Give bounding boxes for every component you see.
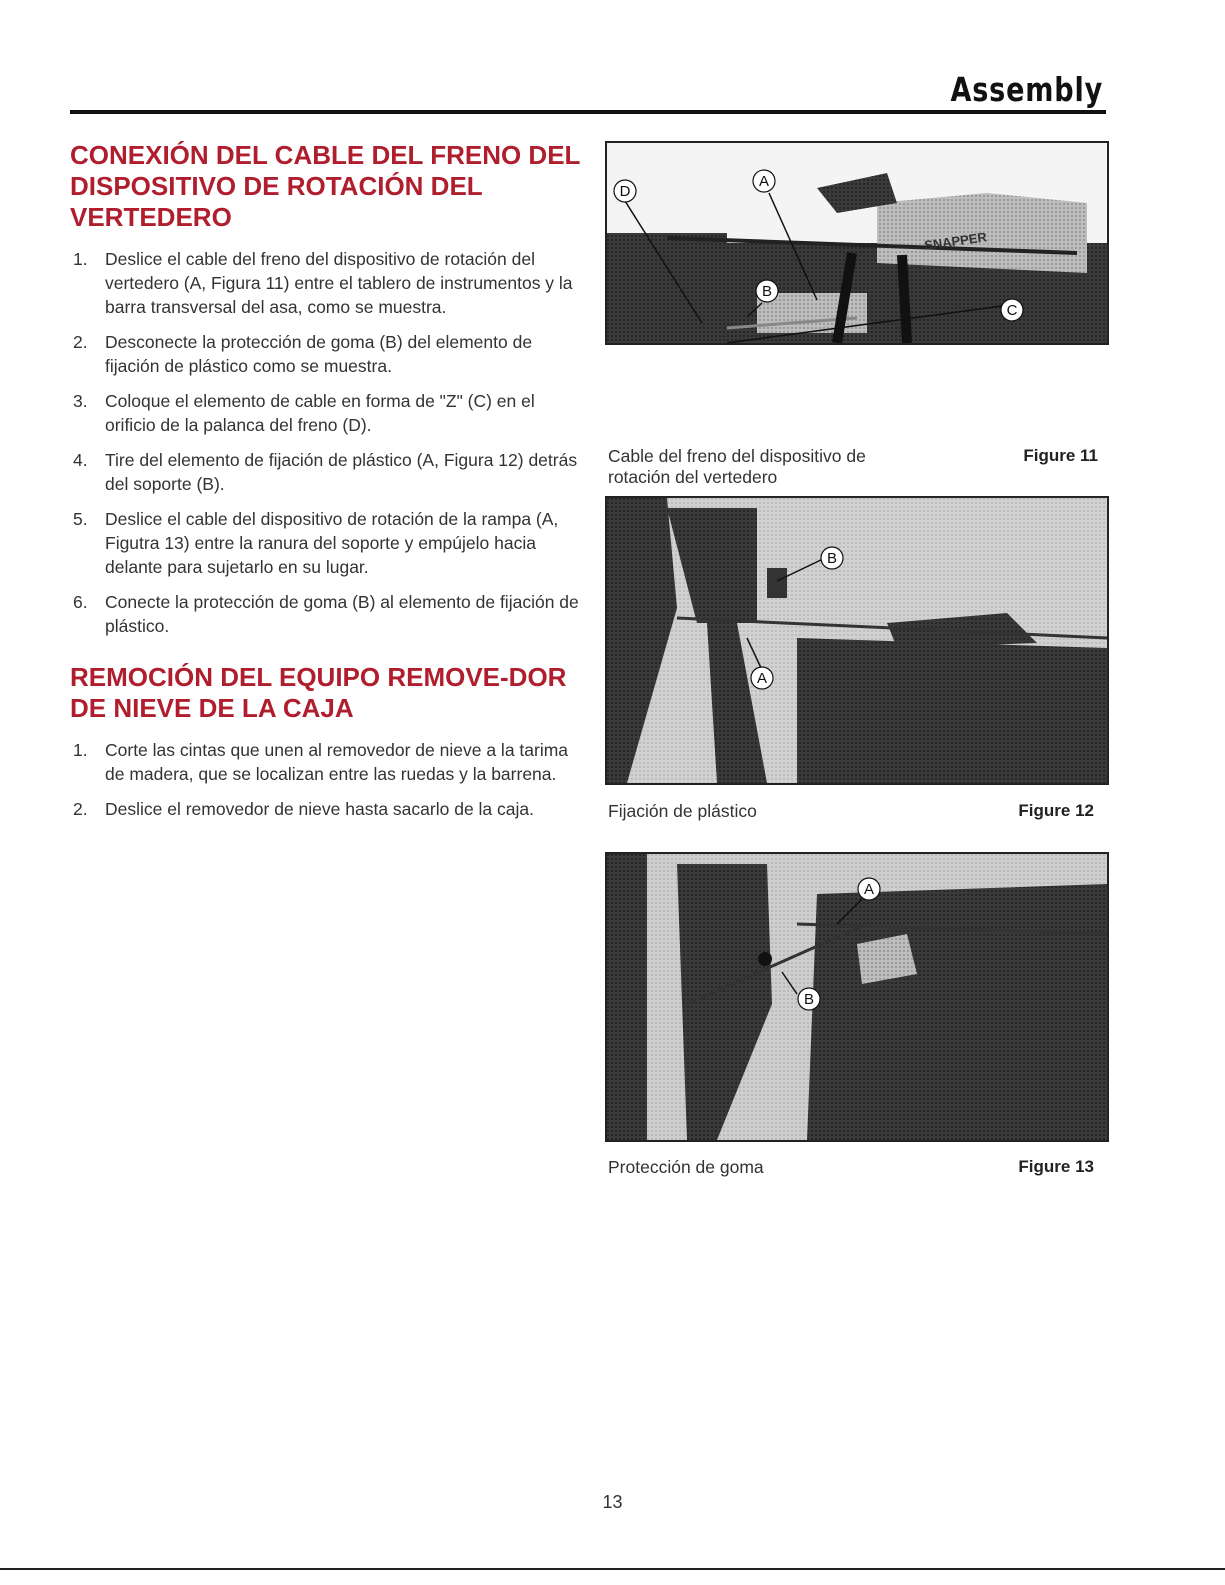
figure-13-photo [605,852,1109,1142]
step-item [70,247,580,319]
figure-12-caption: Fijación de plástico [608,801,757,821]
step-number: 1. [73,249,88,269]
step-item [70,330,580,378]
figure-12-label: Figure 12 [1018,801,1094,820]
callout-b: B [761,283,773,300]
figure-13-caption: Protección de goma [608,1157,764,1177]
section-title: Assembly [950,70,1103,109]
step-item [70,448,580,496]
bottom-rule [0,1568,1225,1570]
step-number: 2. [73,332,88,352]
callout-d: D [619,183,631,200]
step-item [70,389,580,437]
step-text: Tire del elemento de fijación de plástico (A, Figura 12) detrás del soporte (B). [105,450,578,494]
step-item [70,590,580,638]
step-text: Deslice el cable del freno del dispositivo de rotación del vertedero (A, Figura 11) entre el tablero de instrumentos y la barra transversal del asa, como se muestra. [105,249,573,317]
page-number: 13 [602,1492,623,1512]
step-text: Deslice el cable del dispositivo de rotación de la rampa (A, Figutra 13) entre la ranura del soporte y empújelo hacia delante para sujetarlo en su lugar. [105,509,559,577]
step-number: 6. [73,592,88,612]
step-text: Coloque el elemento de cable en forma de "Z" (C) en el orificio de la palanca del freno (D). [105,391,535,435]
step-item [70,738,580,786]
figure-11-photo [605,141,1109,345]
step-number: 5. [73,509,88,529]
section2-heading: REMOCIÓN DEL EQUIPO REMOVE-DOR DE NIEVE DE LA CAJA [70,662,567,723]
step-item [70,507,580,579]
step-number: 2. [73,799,88,819]
step-text: Corte las cintas que unen al removedor de nieve a la tarima de madera, que se localizan entre las ruedas y la barrena. [105,740,569,784]
section2-steps [70,738,580,821]
header-rule [70,110,1106,114]
callout-a: A [863,881,875,898]
figure-11-label: Figure 11 [1023,446,1098,465]
step-text: Desconecte la protección de goma (B) del elemento de fijación de plástico como se muestra. [105,332,533,376]
step-item [70,797,580,821]
brand-logo-text: SNAPPER [923,229,988,253]
step-number: 4. [73,450,88,470]
instructions-column [70,140,580,832]
section1-heading: CONEXIÓN DEL CABLE DEL FRENO DEL DISPOSITIVO DE ROTACIÓN DEL VERTEDERO [70,140,580,232]
callout-c: C [1006,302,1018,319]
callout-b: B [826,550,838,567]
callout-a: A [756,670,768,687]
callout-a: A [758,173,770,190]
step-text: Conecte la protección de goma (B) al elemento de fijación de plástico. [105,592,579,636]
figure-12-photo [605,496,1109,785]
step-number: 1. [73,740,88,760]
step-text: Deslice el removedor de nieve hasta sacarlo de la caja. [105,799,534,819]
callout-b: B [803,991,815,1008]
section1-steps [70,247,580,638]
figure-13-label: Figure 13 [1018,1157,1094,1176]
step-number: 3. [73,391,88,411]
figure-11-caption: Cable del freno del dispositivo de rotación del vertedero [608,446,866,487]
